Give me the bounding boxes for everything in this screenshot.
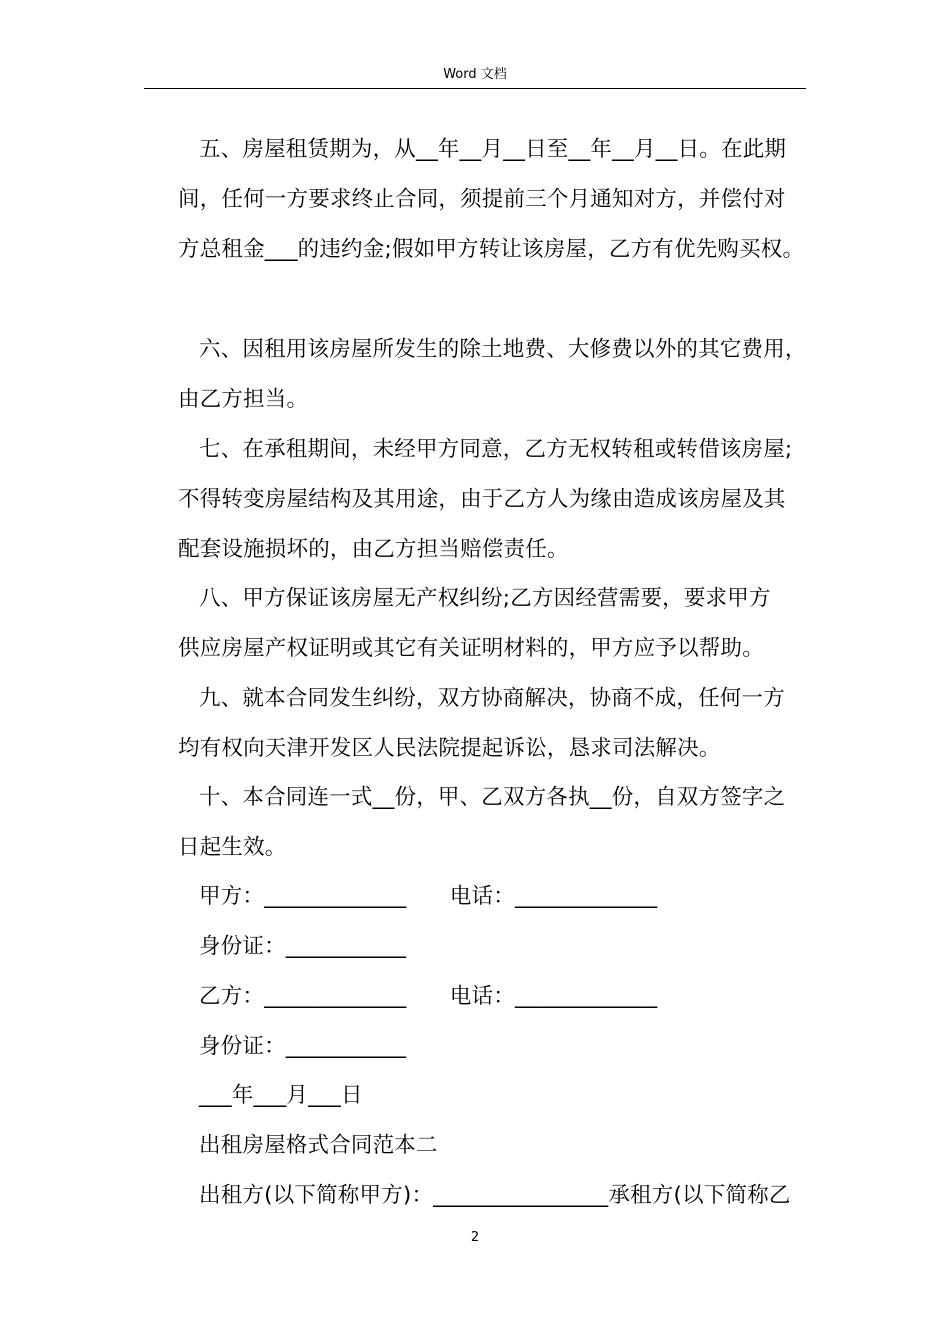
clause-9-line-2: 均有权向天津开发区人民法院提起诉讼，恳求司法解决。: [178, 736, 721, 761]
party-a-signature-line: 甲方：_____________ 电话：_____________: [199, 884, 658, 909]
page-number: 2: [470, 1230, 480, 1245]
header-divider: [144, 88, 806, 89]
clause-7-line-2: 不得转变房屋结构及其用途，由于乙方人为缘由造成该房屋及其: [178, 487, 786, 512]
clause-7-line-1: 七、在承租期间，未经甲方同意，乙方无权转租或转借该房屋;: [199, 437, 793, 462]
clause-8-line-1: 八、甲方保证该房屋无产权纠纷;乙方因经营需要，要求甲方: [199, 586, 771, 611]
clause-10-line-2: 日起生效。: [178, 835, 287, 860]
clause-10-line-1: 十、本合同连一式__份，甲、乙双方各执__份，自双方签字之: [199, 785, 786, 810]
clause-6-line-1: 六、因租用该房屋所发生的除土地费、大修费以外的其它费用，: [199, 337, 807, 362]
party-b-signature-line: 乙方：_____________ 电话：_____________: [199, 984, 658, 1009]
clause-9-line-1: 九、就本合同发生纠纷，双方协商解决，协商不成，任何一方: [199, 686, 785, 711]
clause-5-line-2: 间，任何一方要求终止合同，须提前三个月通知对方，并偿付对: [178, 187, 786, 212]
date-line: ___年___月___日: [199, 1083, 363, 1108]
clause-5-line-3: 方总租金___的违约金;假如甲方转让该房屋，乙方有优先购买权。: [178, 237, 805, 262]
clause-6-line-2: 由乙方担当。: [178, 387, 309, 412]
section-title: 出租房屋格式合同范本二: [199, 1133, 438, 1158]
clause-5-line-1: 五、房屋租赁期为，从__年__月__日至__年__月__日。在此期: [199, 137, 787, 162]
clause-8-line-2: 供应房屋产权证明或其它有关证明材料的，甲方应予以帮助。: [178, 636, 764, 661]
lessor-line: 出租方(以下简称甲方)：________________承租方(以下简称乙: [199, 1183, 791, 1208]
page-header: Word 文档: [443, 67, 507, 82]
clause-7-line-3: 配套设施损坏的，由乙方担当赔偿责任。: [178, 537, 569, 562]
party-a-id-line: 身份证：___________: [199, 934, 407, 959]
party-b-id-line: 身份证：___________: [199, 1034, 407, 1059]
